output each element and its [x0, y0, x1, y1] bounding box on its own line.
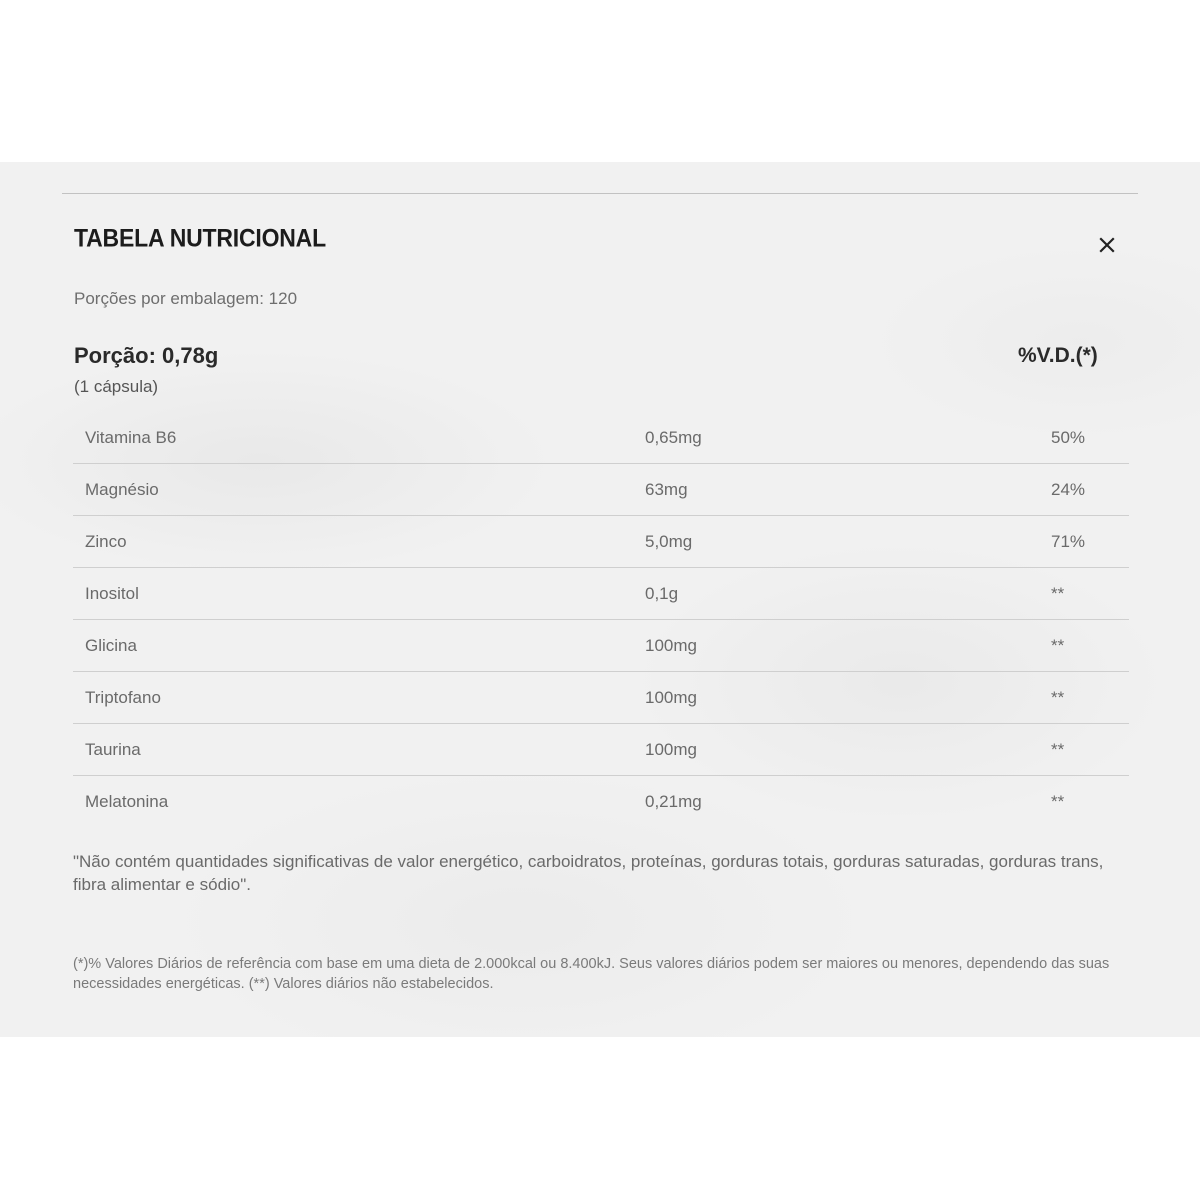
nutrient-amount: 0,21mg — [645, 792, 702, 811]
nutrient-amount: 63mg — [645, 480, 688, 499]
nutrient-amount: 5,0mg — [645, 532, 693, 551]
table-row — [73, 568, 1129, 620]
top-divider — [62, 193, 1138, 194]
nutrient-daily-value: 24% — [1051, 480, 1086, 499]
table-row — [73, 724, 1129, 776]
close-button[interactable] — [1092, 230, 1122, 260]
nutrient-name: Magnésio — [85, 480, 159, 499]
nutrient-amount: 100mg — [645, 636, 697, 655]
table-row — [73, 464, 1129, 516]
table-row — [73, 776, 1129, 828]
close-icon — [1099, 237, 1115, 253]
nutrient-daily-value: ** — [1051, 688, 1065, 707]
portion-detail: (1 cápsula) — [74, 377, 159, 396]
nutrient-daily-value: ** — [1051, 792, 1065, 811]
not-significant-footnote: "Não contém quantidades significativas de valor energético, carboidratos, proteínas, gorduras totais, gorduras saturadas, gorduras trans, fibra alimentar e sódio". — [73, 852, 1104, 894]
nutrient-name: Glicina — [85, 636, 137, 655]
table-row — [73, 412, 1129, 464]
nutrient-name: Triptofano — [85, 688, 161, 707]
nutrient-name: Zinco — [85, 532, 127, 551]
daily-values-footnote: (*)% Valores Diários de referência com base em uma dieta de 2.000kcal ou 8.400kJ. Seus valores diários podem ser maiores ou menores, dependendo das suas necessidades energéticas. (**) Valores diários não estabelecidos. — [73, 956, 1110, 992]
nutrient-daily-value: 71% — [1051, 532, 1086, 551]
table-row — [73, 620, 1129, 672]
daily-value-header: %V.D.(*) — [1018, 344, 1098, 367]
nutrient-name: Inositol — [85, 584, 139, 603]
table-row — [73, 516, 1129, 568]
nutrient-daily-value: ** — [1051, 740, 1065, 759]
nutrient-daily-value: 50% — [1051, 428, 1086, 447]
nutrition-facts-panel — [0, 162, 1200, 1037]
servings-per-package: Porções por embalagem: 120 — [74, 289, 298, 308]
nutrient-amount: 0,65mg — [645, 428, 702, 447]
nutrient-daily-value: ** — [1051, 584, 1065, 603]
table-row — [73, 672, 1129, 724]
nutrient-daily-value: ** — [1051, 636, 1065, 655]
nutrient-amount: 100mg — [645, 740, 697, 759]
panel-title: TABELA NUTRICIONAL — [74, 224, 326, 253]
nutrient-name: Vitamina B6 — [85, 428, 177, 447]
nutrient-name: Taurina — [85, 740, 141, 759]
nutrition-table — [73, 412, 1129, 828]
nutrient-amount: 100mg — [645, 688, 697, 707]
portion-size: Porção: 0,78g — [74, 343, 219, 368]
nutrient-amount: 0,1g — [645, 584, 679, 603]
nutrient-name: Melatonina — [85, 792, 169, 811]
